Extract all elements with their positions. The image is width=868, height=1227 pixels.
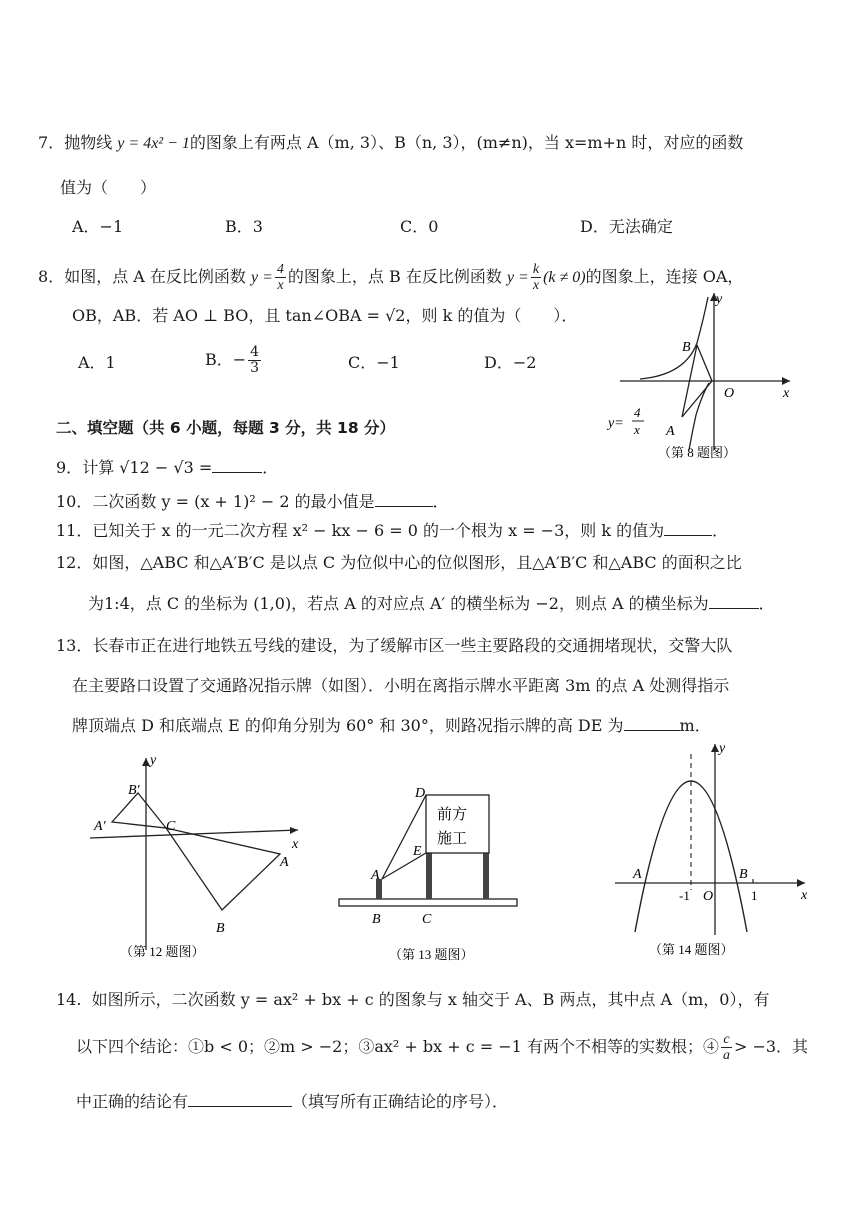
q13-line1-text: 长春市正在进行地铁五号线的建设，为了缓解市区一些主要路段的交通拥堵现状，交警大队 [92,636,733,655]
q14-fig-B-label: B [739,867,748,882]
q12-number: 12． [56,553,93,572]
q9-end: ． [262,458,279,477]
q8-line2: OB，AB．若 AO ⊥ BO，且 tan∠OBA = √2，则 k 的值为（ ）． [72,306,578,325]
q8-option-b-num: 4 [250,344,260,360]
q8-fig-O-label: O [724,386,735,401]
q8-number: 8． [38,267,65,286]
q8-option-b [205,345,263,376]
q12-end: ． [758,594,775,613]
q14-number: 14. [56,990,82,1009]
q8-frac1-num: 4 [276,262,284,277]
q7-option-c: C．0 [400,217,439,236]
q14-fig-O-label: O [703,889,714,904]
q9-line [56,458,278,478]
q11-text: 已知关于 x 的一元二次方程 x² − kx − 6 = 0 的一个根为 x = −3，则 k 的值为 [92,521,665,540]
q8-fig-caption: （第 8 题图） [658,445,737,460]
q14-frac-den: a [722,1048,730,1063]
q8-frac1-y: y = [251,269,273,286]
q12-fig-B-label: B [216,921,225,936]
q12-fig-C-label: C [166,819,176,834]
q12-fig-x-label: x [292,837,299,852]
q12-line1 [56,553,742,573]
q14-line2-b: > −3．其 [733,1037,809,1056]
q8-frac2-den: x [532,278,540,293]
q14-fig-x-label: x [801,888,808,903]
q13-figure [335,775,535,965]
q10-line [56,492,449,512]
q12-fig-y-label: y [150,753,157,768]
q10-blank [375,492,433,507]
q14-line2-a: 以下四个结论：①b < 0；②m > −2；③ax² + bx + c = −1 有两个不相等的实数根；④ [76,1037,719,1056]
q8-frac1 [275,262,286,293]
q7-points: A（m, 3）、B（n, 3），(m≠n)，当 x=m+n 时，对应的函数 [307,133,744,152]
q9-text: 计算 √12 − √3 = [82,458,213,477]
q14-line3-a: 中正确的结论有 [76,1092,189,1111]
q14-frac-num: c [721,1032,732,1048]
q8-fig-func-y: y= [608,416,624,431]
q8-option-d: D．−2 [484,353,537,372]
q8-fig-x-label: x [783,386,790,401]
q13-fig-C-label: C [422,912,432,927]
q8-line1-a: 如图，点 A 在反比例函数 [64,267,246,286]
q12-fig-A-label: A [280,855,289,870]
q13-line1 [56,636,732,656]
q13-fig-D-label: D [415,786,426,801]
q8-frac2 [531,262,541,293]
q12-figure [90,750,310,965]
q14-fig-neg1-label: -1 [679,888,690,903]
q7-function: y = 4x² − 1 [117,135,190,152]
q13-line3 [72,716,711,736]
q12-line1-text: 如图，△ABC 和△A′B′C 是以点 C 为位似中心的位似图形，且△A′B′C 和△ABC 的面积之比 [92,553,742,572]
q8-fig-y-label: y [716,292,723,307]
q14-frac [721,1032,732,1063]
q8-figure [600,285,800,460]
q8-option-b-frac [248,345,261,376]
q8-frac1-den: x [277,278,284,293]
q8-line1-c: 的图象上，连接 OA， [585,267,744,286]
q7-stem-b: 的图象上有两点 [189,133,302,152]
q11-line [56,521,728,541]
q7-option-b: B．3 [225,217,263,236]
q13-end: m． [679,716,711,735]
q14-line3 [76,1092,508,1112]
q12-fig-caption: （第 12 题图） [120,944,205,959]
q14-figure [605,740,815,965]
q12-line2 [88,594,775,614]
q13-fig-E-label: E [413,844,422,859]
q14-fig-one-label: 1 [751,888,758,903]
q7-stem-a: 抛物线 [64,133,113,152]
q7-line2: 值为（ ） [60,178,157,197]
q14-fig-A-label: A [633,867,642,882]
q13-fig-sign-line1: 前方 [437,807,468,823]
q13-fig-caption: （第 13 题图） [389,947,474,962]
q11-blank [664,521,712,536]
q14-line1 [56,990,769,1010]
section-2-heading: 二、填空题（共 6 小题，每题 3 分，共 18 分） [56,419,396,437]
q14-blank [188,1092,292,1107]
q12-fig-Ap-label: A′ [94,819,106,834]
q11-number: 11． [56,521,93,540]
q8-option-b-prefix: B．− [205,350,247,369]
q10-number: 10． [56,492,93,511]
q14-line1-text: 如图所示，二次函数 y = ax² + bx + c 的图象与 x 轴交于 A、B 两点，其中点 A（m，0），有 [91,990,770,1009]
q14-fig-y-label: y [719,741,726,756]
q8-fig-func-den: x [634,422,640,437]
q7-number: 7． [38,133,65,152]
q8-option-c: C．−1 [348,353,400,372]
q8-option-b-den: 3 [250,360,260,376]
q13-fig-A-label: A [371,868,380,883]
q9-blank [212,458,262,473]
q13-fig-B-label: B [372,912,381,927]
q10-end: ． [432,492,449,511]
q8-fig-B-label: B [682,340,691,355]
q11-end: ． [712,521,729,540]
q8-line1-b: 的图象上，点 B 在反比例函数 [287,267,502,286]
q7-option-d: D．无法确定 [580,217,673,236]
q13-line2: 在主要路口设置了交通路况指示牌（如图）．小明在离指示牌水平距离 3m 的点 A 处测得指示 [72,676,730,695]
q12-fig-Bp-label: B′ [128,783,140,798]
q9-number: 9． [56,458,83,477]
q8-option-a: A．1 [78,353,116,372]
q8-frac2-y: y = [506,269,529,286]
q14-line2 [76,1032,808,1063]
q10-text: 二次函数 y = (x + 1)² − 2 的最小值是 [92,492,375,511]
q12-blank [709,594,759,609]
q12-line2-text: 为1:4，点 C 的坐标为 (1,0)，若点 A 的对应点 A′ 的横坐标为 −2，则点 A 的横坐标为 [88,594,709,613]
q8-fig-A-label: A [666,424,675,439]
q7-line1 [38,133,743,154]
q8-frac2-cond: (k ≠ 0) [543,269,586,286]
q13-blank [624,716,680,731]
q13-line3-text: 牌顶端点 D 和底端点 E 的仰角分别为 60° 和 30°，则路况指示牌的高 DE 为 [72,716,624,735]
q14-fig-caption: （第 14 题图） [649,942,734,957]
q13-number: 13． [56,636,93,655]
q8-frac2-num: k [532,262,540,277]
q13-fig-sign-line2: 施工 [437,831,468,847]
q7-option-a: A．−1 [72,217,124,236]
q8-fig-func-num: 4 [634,405,641,420]
q14-line3-b: （填写所有正确结论的序号）． [292,1092,509,1111]
